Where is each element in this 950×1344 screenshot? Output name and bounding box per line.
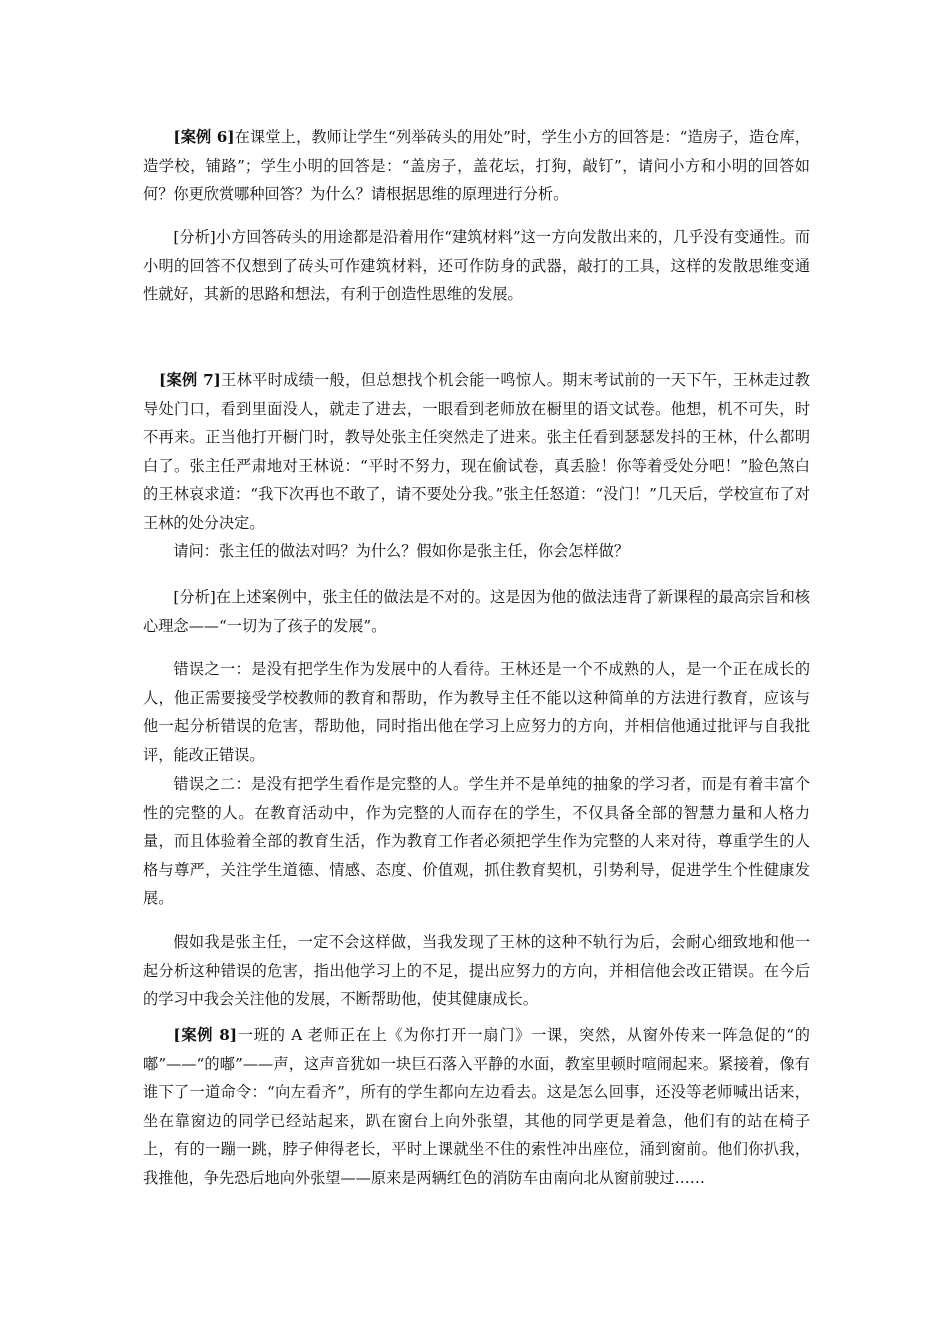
case6-text: 在课堂上，教师让学生“列举砖头的用处”时，学生小方的回答是：“造房子，造仓库，造学校，铺路”；学生小明的回答是：“盖房子，盖花坛，打狗，敲钉”，请问小方和小明的回答如何？你更欣赏哪种回答？为什么？请根据思维的原理进行分析。 xyxy=(143,128,810,204)
case7-tag: [案例 7] xyxy=(158,371,221,389)
case7-text: 王林平时成绩一般，但总想找个机会能一鸣惊人。期末考试前的一天下午，王林走过教导处门口，看到里面没人，就走了进去，一眼看到老师放在橱里的语文试卷。他想，机不可失，时不再来。正当他打开橱门时，教导处张主任突然走了进来。张主任看到瑟瑟发抖的王林，什么都明白了。张主任严肃地对王林说：“平时不努力，现在偷试卷，真丢脸！你等着受处分吧！”脸色煞白的王林哀求道：“我下次再也不敢了，请不要处分我。”张主任怒道：“没门！”几天后，学校宣布了对王林的处分决定。 xyxy=(143,371,810,532)
case7-question-text: 请问：张主任的做法对吗？为什么？假如你是张主任，你会怎样做？ xyxy=(173,542,630,560)
error2-text: 错误之二：是没有把学生看作是完整的人。学生并不是单纯的抽象的学习者，而是有着丰富个性的完整的人。在教育活动中，作为完整的人而存在的学生，不仅具备全部的智慧力量和人格力量，而且体验着全部的教育生活，作为教育工作者必须把学生作为完整的人来对待，尊重学生的人格与尊严，关注学生道德、情感、态度、价值观，抓住教育契机，引势利导，促进学生个性健康发展。 xyxy=(143,775,810,908)
case8-text: 一班的 A 老师正在上《为你打开一扇门》一课，突然，从窗外传来一阵急促的“的嘟”——“的嘟”——声，这声音犹如一块巨石落入平静的水面，教室里顿时喧闹起来。紧接着，像有谁下了一道命令：“向左看齐”，所有的学生都向左边看去。这是怎么回事，还没等老师喊出话来，坐在靠窗边的同学已经站起来，趴在窗台上向外张望，其他的同学更是着急，他们有的站在椅子上，有的一蹦一跳，脖子伸得老长，平时上课就坐不住的索性冲出座位，涌到窗前。他们你扒我，我推他，争先恐后地向外张望——原来是两辆红色的消防车由南向北从窗前驶过…… xyxy=(143,1026,810,1187)
if-i-were-paragraph xyxy=(143,928,810,1014)
case6-analysis-paragraph xyxy=(143,223,810,309)
case6-tag: [案例 6] xyxy=(173,128,235,146)
case6-paragraph xyxy=(143,123,810,209)
case8-tag: [案例 8] xyxy=(173,1026,238,1044)
case6-analysis-text: [分析]小方回答砖头的用途都是沿着用作“建筑材料”这一方向发散出来的，几乎没有变通性。而小明的回答不仅想到了砖头可作建筑材料，还可作防身的武器，敲打的工具，这样的发散思维变通性就好，其新的思路和想法，有利于创造性思维的发展。 xyxy=(143,228,810,304)
case8-paragraph xyxy=(143,1021,810,1193)
case7-question-paragraph xyxy=(143,537,810,566)
error1-paragraph xyxy=(143,655,810,769)
error1-text: 错误之一：是没有把学生作为发展中的人看待。王林还是一个不成熟的人，是一个正在成长的人，他正需要接受学校教师的教育和帮助，作为教导主任不能以这种简单的方法进行教育，应该与他一起分析错误的危害，帮助他，同时指出他在学习上应努力的方向，并相信他通过批评与自我批评，能改正错误。 xyxy=(143,660,810,764)
case7-analysis-paragraph xyxy=(143,583,810,640)
error2-paragraph xyxy=(143,770,810,913)
if-i-were-text: 假如我是张主任，一定不会这样做，当我发现了王林的这种不轨行为后，会耐心细致地和他一起分析这种错误的危害，指出他学习上的不足，提出应努力的方向，并相信他会改正错误。在今后的学习中我会关注他的发展，不断帮助他，使其健康成长。 xyxy=(143,933,810,1009)
case7-analysis-text: [分析]在上述案例中，张主任的做法是不对的。这是因为他的做法违背了新课程的最高宗旨和核心理念——“一切为了孩子的发展”。 xyxy=(143,588,810,635)
case7-paragraph xyxy=(143,366,810,538)
